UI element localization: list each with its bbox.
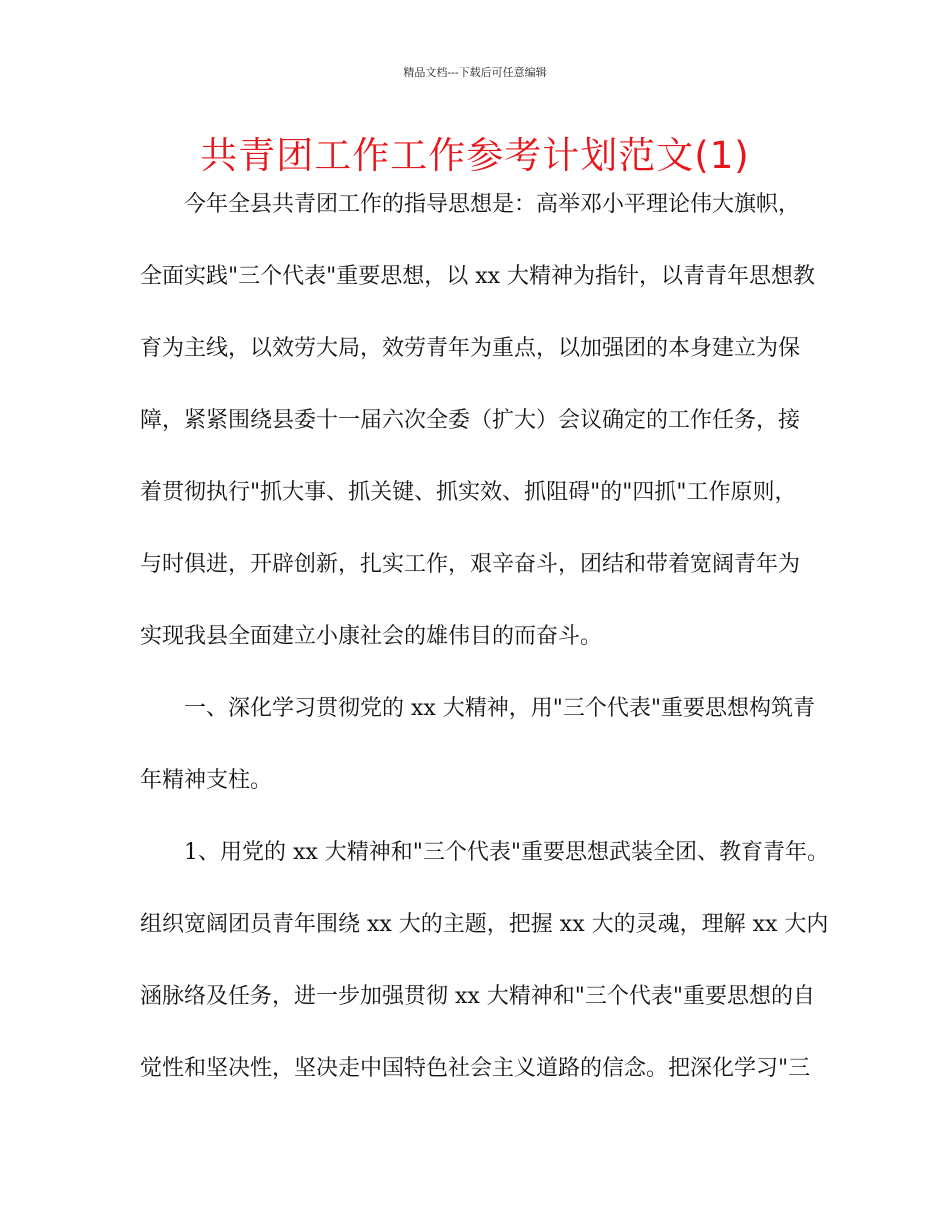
text-line: 与时俱进，开辟创新，扎实工作，艰辛奋斗，团结和带着宽阔青年为: [140, 552, 801, 577]
text-line: 涵脉络及任务，进一步加强贯彻 xx 大精神和"三个代表"重要思想的自: [140, 984, 816, 1009]
document-title: 共青团工作工作参考计划范文(1): [200, 134, 750, 177]
paragraph-guiding-thought: [140, 181, 816, 661]
text-line: 年精神支柱。: [140, 768, 273, 793]
text-line: 障，紧紧围绕县委十一届六次全委（扩大）会议确定的工作任务，接: [140, 408, 801, 433]
text-line: 1、用党的 xx 大精神和"三个代表"重要思想武装全团、教育青年。: [184, 840, 830, 865]
text-line: 着贯彻执行"抓大事、抓关键、抓实效、抓阻碍"的"四抓"工作原则，: [140, 480, 797, 505]
text-line: 实现我县全面建立小康社会的雄伟目的而奋斗。: [140, 624, 603, 649]
paragraph-section-one: [140, 685, 816, 805]
document-body: [140, 181, 830, 1093]
paragraph-item-one: [140, 829, 830, 1093]
text-line: 觉性和坚决性，坚决走中国特色社会主义道路的信念。把深化学习"三: [140, 1056, 811, 1081]
header-note: 精品文档---下载后可任意编辑: [403, 66, 547, 79]
text-line: 一、深化学习贯彻党的 xx 大精神，用"三个代表"重要思想构筑青: [184, 696, 816, 721]
text-line: 组织宽阔团员青年围绕 xx 大的主题，把握 xx 大的灵魂，理解 xx 大内: [140, 912, 829, 937]
text-line: 今年全县共青团工作的指导思想是：高举邓小平理论伟大旗帜，: [184, 192, 801, 217]
text-line: 全面实践"三个代表"重要思想，以 xx 大精神为指针，以青青年思想教: [140, 264, 816, 289]
text-line: 育为主线，以效劳大局，效劳青年为重点，以加强团的本身建立为保: [140, 336, 801, 361]
